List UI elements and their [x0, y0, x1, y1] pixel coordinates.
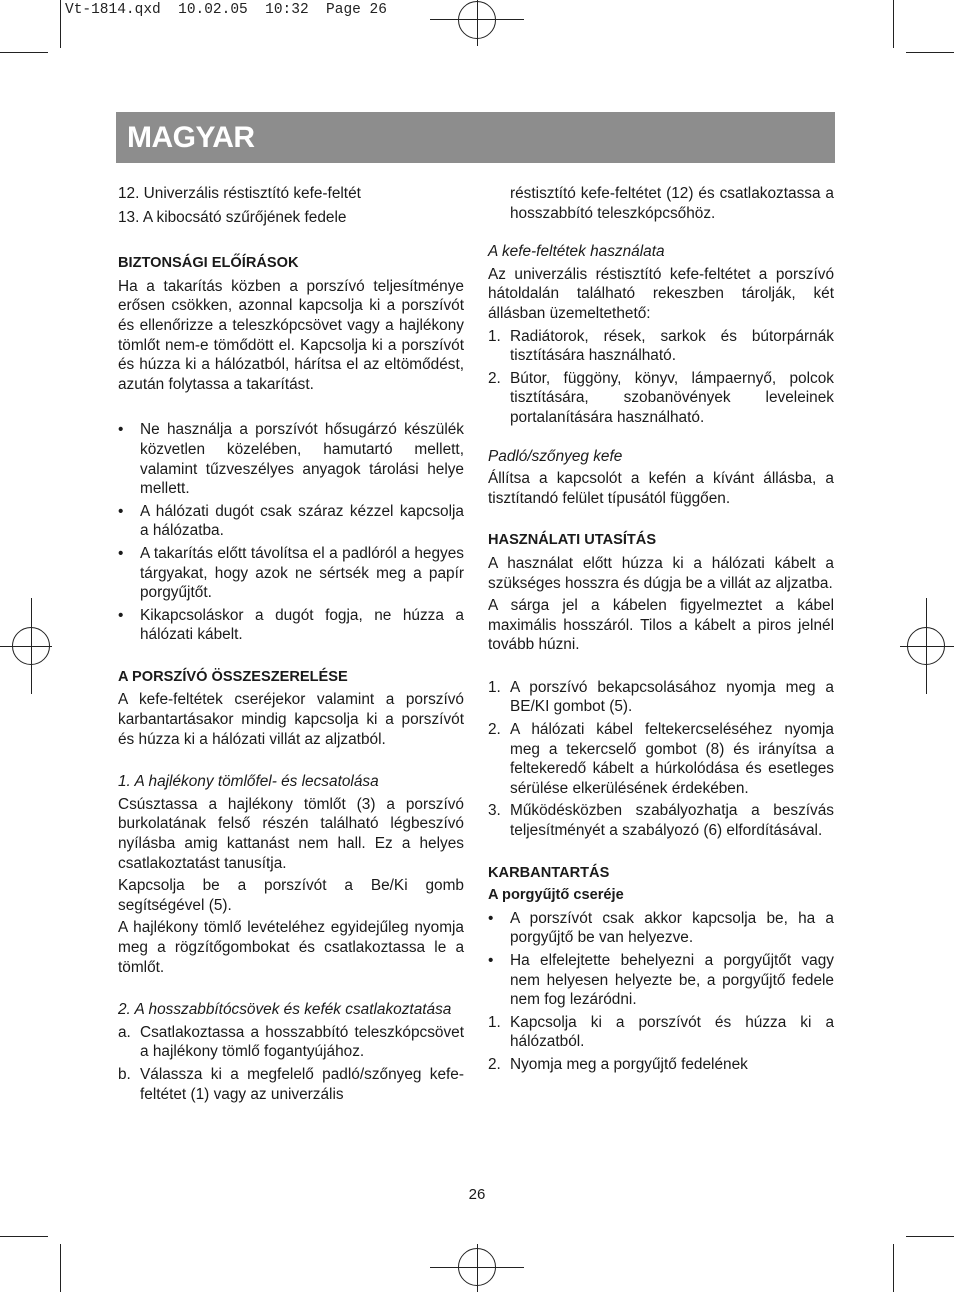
- usage-step: 3. Működésközben szabályozhatja a beszívás teljesítményét a szabályozó (6) elfordításával.: [488, 802, 834, 840]
- hose-paragraph: A hajlékony tömlő levételéhez egyidejűleg nyomja meg a rögzítőgombokat és csatlakoztassa le a tömlőt.: [118, 919, 464, 976]
- brush-subheading: A kefe-feltétek használata: [488, 243, 665, 261]
- extension-step: a. Csatlakoztassa a hosszabbító teleszkópcsövet a hajlékony tömlő fogantyújához.: [118, 1023, 464, 1061]
- safety-heading: BIZTONSÁGI ELŐÍRÁSOK: [118, 255, 299, 272]
- brush-item: 1. Radiátorok, rések, sarkok és bútorpárnák tisztítására használható.: [488, 327, 834, 365]
- dust-bag-step: 2. Nyomja meg a porgyűjtő fedelének: [488, 1055, 748, 1073]
- parts-list-item: 13. A kibocsátó szűrőjének fedele: [118, 208, 347, 226]
- bullet-item: • A porszívót csak akkor kapcsolja be, ha a porgyűjtő be van helyezve.: [488, 909, 834, 947]
- crop-mark-tr-v: [893, 0, 894, 48]
- brush-paragraph: Az univerzális réstisztító kefe-feltétet a porszívó hátoldalán található rekeszben tárolják, két állásban üzemeltethető:: [488, 265, 834, 322]
- bullet-item: • Ne használja a porszívót hősugárzó készülék közvetlen közelében, hamutartó mellett, valamint tűzveszélyes anyagok tárolási helye mellett.: [118, 421, 464, 498]
- bullet-item: • Ha elfelejtette behelyezni a porgyűjtőt vagy nem helyesen helyezte be, a porgyűjtő fedele nem fog lezáródni.: [488, 952, 834, 1009]
- floor-brush-subheading: Padló/szőnyeg kefe: [488, 447, 623, 465]
- usage-heading: HASZNÁLATI UTASÍTÁS: [488, 532, 657, 549]
- dust-bag-heading: A porgyűjtő cseréje: [488, 887, 624, 904]
- hose-paragraph: Kapcsolja be a porszívót a Be/Ki gomb segítségével (5).: [118, 877, 464, 914]
- right-column: [488, 184, 834, 1078]
- parts-list-item: 12. Univerzális réstisztító kefe-feltét: [118, 185, 361, 202]
- crop-mark-bl-v: [60, 1244, 61, 1292]
- safety-paragraph: Ha a takarítás közben a porszívó teljesítménye erősen csökken, azonnal kapcsolja ki a porszívót és ellenőrizze a teleszkópcsövet vagy a hajlékony tömlőt nem-e tömődött el. Kapcsolja ki a porszívót és húzza ki a hálózatból, hárítsa el az eltömődést, azután folytassa a takarítást.: [118, 277, 464, 393]
- crop-mark-tl-v: [60, 0, 61, 48]
- usage-paragraph: A sárga jel a kábelen figyelmeztet a kábel maximális hosszáról. Tilos a kábelt a piros jelnél tovább húzni.: [488, 597, 834, 654]
- page-number: 26: [468, 1186, 486, 1203]
- hose-subheading: 1. A hajlékony tömlőfel- és lecsatolása: [118, 773, 379, 791]
- assembly-heading: A PORSZÍVÓ ÖSSZESZERELÉSE: [118, 668, 348, 685]
- crop-mark-tl-h: [0, 52, 48, 53]
- crop-mark-bl-h: [0, 1236, 48, 1237]
- print-slug: Vt-1814.qxd 10.02.05 10:32 Page 26: [65, 2, 387, 18]
- floor-brush-paragraph: Állítsa a kapcsolót a kefén a kívánt állásba, a tisztítandó felület típusától függően.: [488, 470, 834, 507]
- bullet-item: • A takarítás előtt távolítsa el a padlóról a hegyes tárgyakat, hogy azok ne sértsék meg a papír porgyűjtőt.: [118, 544, 464, 602]
- bullet-item: • Kikapcsoláskor a dugót fogja, ne húzza a hálózati kábelt.: [118, 606, 464, 644]
- extension-step: b. Válassza ki a megfelelő padló/szőnyeg kefe-feltétet (1) vagy az univerzális: [118, 1065, 464, 1103]
- crop-mark-br-h: [906, 1236, 954, 1237]
- left-column: [118, 184, 464, 1107]
- brush-item: 2. Bútor, függöny, könyv, lámpaernyő, polcok tisztítására, szobanövények leveleinek portalanítására használható.: [488, 369, 834, 426]
- continued-step: réstisztító kefe-feltétet (12) és csatlakoztassa a hosszabbító teleszkópcsőhöz.: [510, 185, 834, 222]
- usage-step: 2. A hálózati kábel feltekercseléséhez nyomja meg a tekercselő gombot (8) és irányítsa a feltekeredő kábelt a húrkolódása és esetleges sérülése elkerülésének érdekében.: [488, 721, 834, 797]
- assembly-paragraph: A kefe-feltétek cseréjekor valamint a porszívó karbantartásakor mindig kapcsolja ki a porszívót és húzza ki a hálózati villát az aljzatból.: [118, 691, 464, 748]
- bullet-item: • A hálózati dugót csak száraz kézzel kapcsolja a hálózatba.: [118, 502, 464, 540]
- crop-mark-br-v: [893, 1244, 894, 1292]
- dust-bag-step: 1. Kapcsolja ki a porszívót és húzza ki a hálózatból.: [488, 1013, 834, 1051]
- usage-paragraph: A használat előtt húzza ki a hálózati kábelt a szükséges hosszra és dúgja be a villát az aljzatba.: [488, 554, 834, 592]
- maintenance-heading: KARBANTARTÁS: [488, 864, 610, 881]
- usage-step: 1. A porszívó bekapcsolásához nyomja meg a BE/KI gombot (5).: [488, 678, 834, 716]
- crop-mark-tr-h: [906, 52, 954, 53]
- hose-paragraph: Csúsztassa a hajlékony tömlőt (3) a porszívó burkolatának felső részén található légbeszívó nyílásba amig kattanást nem hall. Ez a helyes csatlakoztatást tanusítja.: [118, 795, 464, 872]
- extension-subheading: 2. A hosszabbítócsövek és kefék csatlakoztatása: [118, 1001, 452, 1019]
- language-banner: MAGYAR: [116, 112, 835, 163]
